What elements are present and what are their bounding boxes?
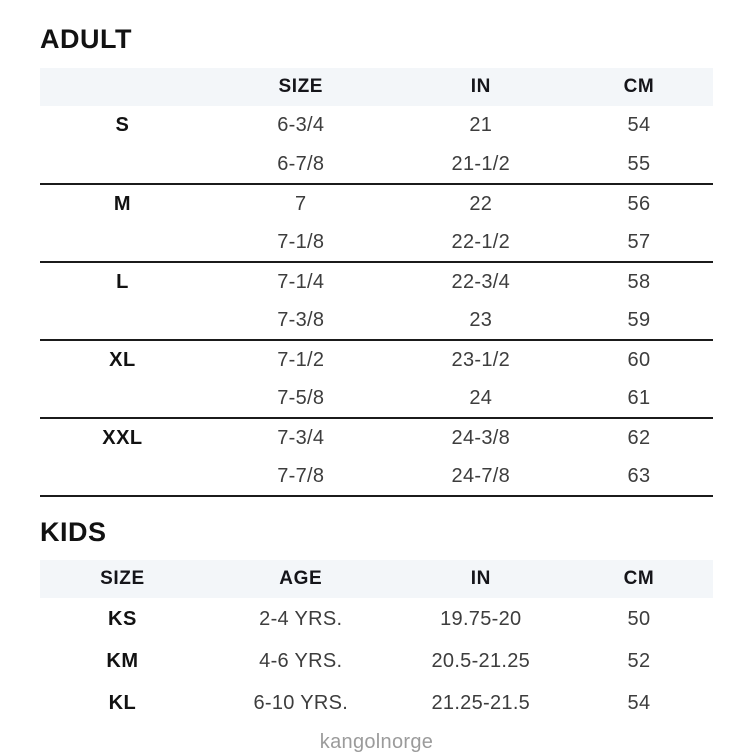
size-label-cell: [40, 301, 205, 340]
cm-cell: 63: [627, 464, 651, 487]
inches-cell: 20.5-21.25: [431, 649, 531, 672]
table-row: [40, 640, 713, 682]
cm-cell: 56: [627, 192, 651, 215]
column-header-blank: [40, 68, 205, 106]
hat-size-cell: 7-1/2: [277, 348, 325, 371]
hat-size-cell: 7: [295, 192, 307, 215]
header-row: [40, 560, 713, 598]
size-label-cell: [40, 145, 205, 184]
table-row: [40, 145, 713, 184]
cm-cell: 58: [627, 270, 651, 293]
inches-cell: 21: [469, 114, 493, 136]
hat-size-cell: 6-3/4: [277, 114, 325, 136]
table-row: [40, 682, 713, 724]
inches-cell: 23: [469, 308, 493, 331]
column-header-cm: CM: [623, 76, 655, 97]
cm-cell: 57: [627, 230, 651, 253]
inches-cell: 22-1/2: [451, 230, 511, 253]
column-header-size: SIZE: [100, 568, 145, 589]
table-row: [40, 457, 713, 496]
table-row: [40, 223, 713, 262]
column-header-age: AGE: [279, 568, 323, 589]
size-label-cell: [40, 379, 205, 418]
inches-cell: 21.25-21.5: [431, 691, 531, 714]
table-row: [40, 598, 713, 640]
hat-size-cell: 7-1/8: [277, 230, 325, 253]
brand-footer: kangolnorge: [319, 731, 434, 753]
inches-cell: 21-1/2: [451, 152, 511, 175]
hat-size-cell: 7-7/8: [277, 464, 325, 487]
table-row: [40, 262, 713, 301]
table-row: [40, 418, 713, 457]
hat-size-cell: 7-1/4: [277, 270, 325, 293]
hat-size-cell: 6-7/8: [277, 152, 325, 175]
cm-cell: 60: [627, 348, 651, 371]
inches-cell: 24-3/8: [451, 426, 511, 449]
inches-cell: 24-7/8: [451, 464, 511, 487]
inches-cell: 19.75-20: [440, 607, 522, 630]
size-label-cell: XXL: [102, 426, 143, 449]
size-label-cell: XL: [109, 348, 136, 371]
age-cell: 6-10 YRS.: [253, 691, 349, 714]
size-group-m: [40, 184, 713, 262]
size-label-cell: KL: [108, 691, 137, 714]
table-row: [40, 184, 713, 223]
size-label-cell: M: [113, 192, 132, 215]
kids-table-body: [40, 598, 713, 724]
age-cell: 4-6 YRS.: [259, 649, 343, 672]
inches-cell: 22-3/4: [451, 270, 511, 293]
size-group-s: [40, 106, 713, 184]
size-group-xl: [40, 340, 713, 418]
adult-size-table: [40, 68, 713, 497]
adult-section-title: ADULT: [40, 24, 132, 54]
inches-cell: 24: [469, 386, 493, 409]
inches-cell: 22: [469, 192, 493, 215]
cm-cell: 59: [627, 308, 651, 331]
size-label-cell: S: [115, 114, 130, 136]
kids-size-table: [40, 560, 713, 724]
cm-cell: 62: [627, 426, 651, 449]
size-label-cell: [40, 223, 205, 262]
age-cell: 2-4 YRS.: [259, 607, 343, 630]
column-header-in: IN: [470, 76, 491, 97]
hat-size-cell: 7-5/8: [277, 386, 325, 409]
adult-table-header: [40, 68, 713, 106]
size-label-cell: KS: [108, 607, 137, 630]
table-row: [40, 301, 713, 340]
table-row: [40, 340, 713, 379]
size-label-cell: [40, 457, 205, 496]
column-header-size: SIZE: [278, 76, 324, 97]
kids-table-header: [40, 560, 713, 598]
size-group-l: [40, 262, 713, 340]
cm-cell: 61: [627, 386, 651, 409]
table-row: [40, 106, 713, 145]
hat-size-cell: 7-3/4: [277, 426, 325, 449]
size-group-xxl: [40, 418, 713, 496]
table-row: [40, 379, 713, 418]
column-header-in: IN: [470, 568, 491, 589]
inches-cell: 23-1/2: [451, 348, 511, 371]
column-header-cm: CM: [623, 568, 655, 589]
cm-cell: 54: [627, 114, 651, 136]
size-label-cell: L: [116, 270, 129, 293]
header-row: [40, 68, 713, 106]
cm-cell: 52: [627, 649, 651, 672]
size-label-cell: KM: [106, 649, 139, 672]
cm-cell: 50: [627, 607, 651, 630]
kids-section-title: KIDS: [40, 517, 107, 547]
cm-cell: 55: [627, 152, 651, 175]
hat-size-cell: 7-3/8: [277, 308, 325, 331]
cm-cell: 54: [627, 691, 651, 714]
